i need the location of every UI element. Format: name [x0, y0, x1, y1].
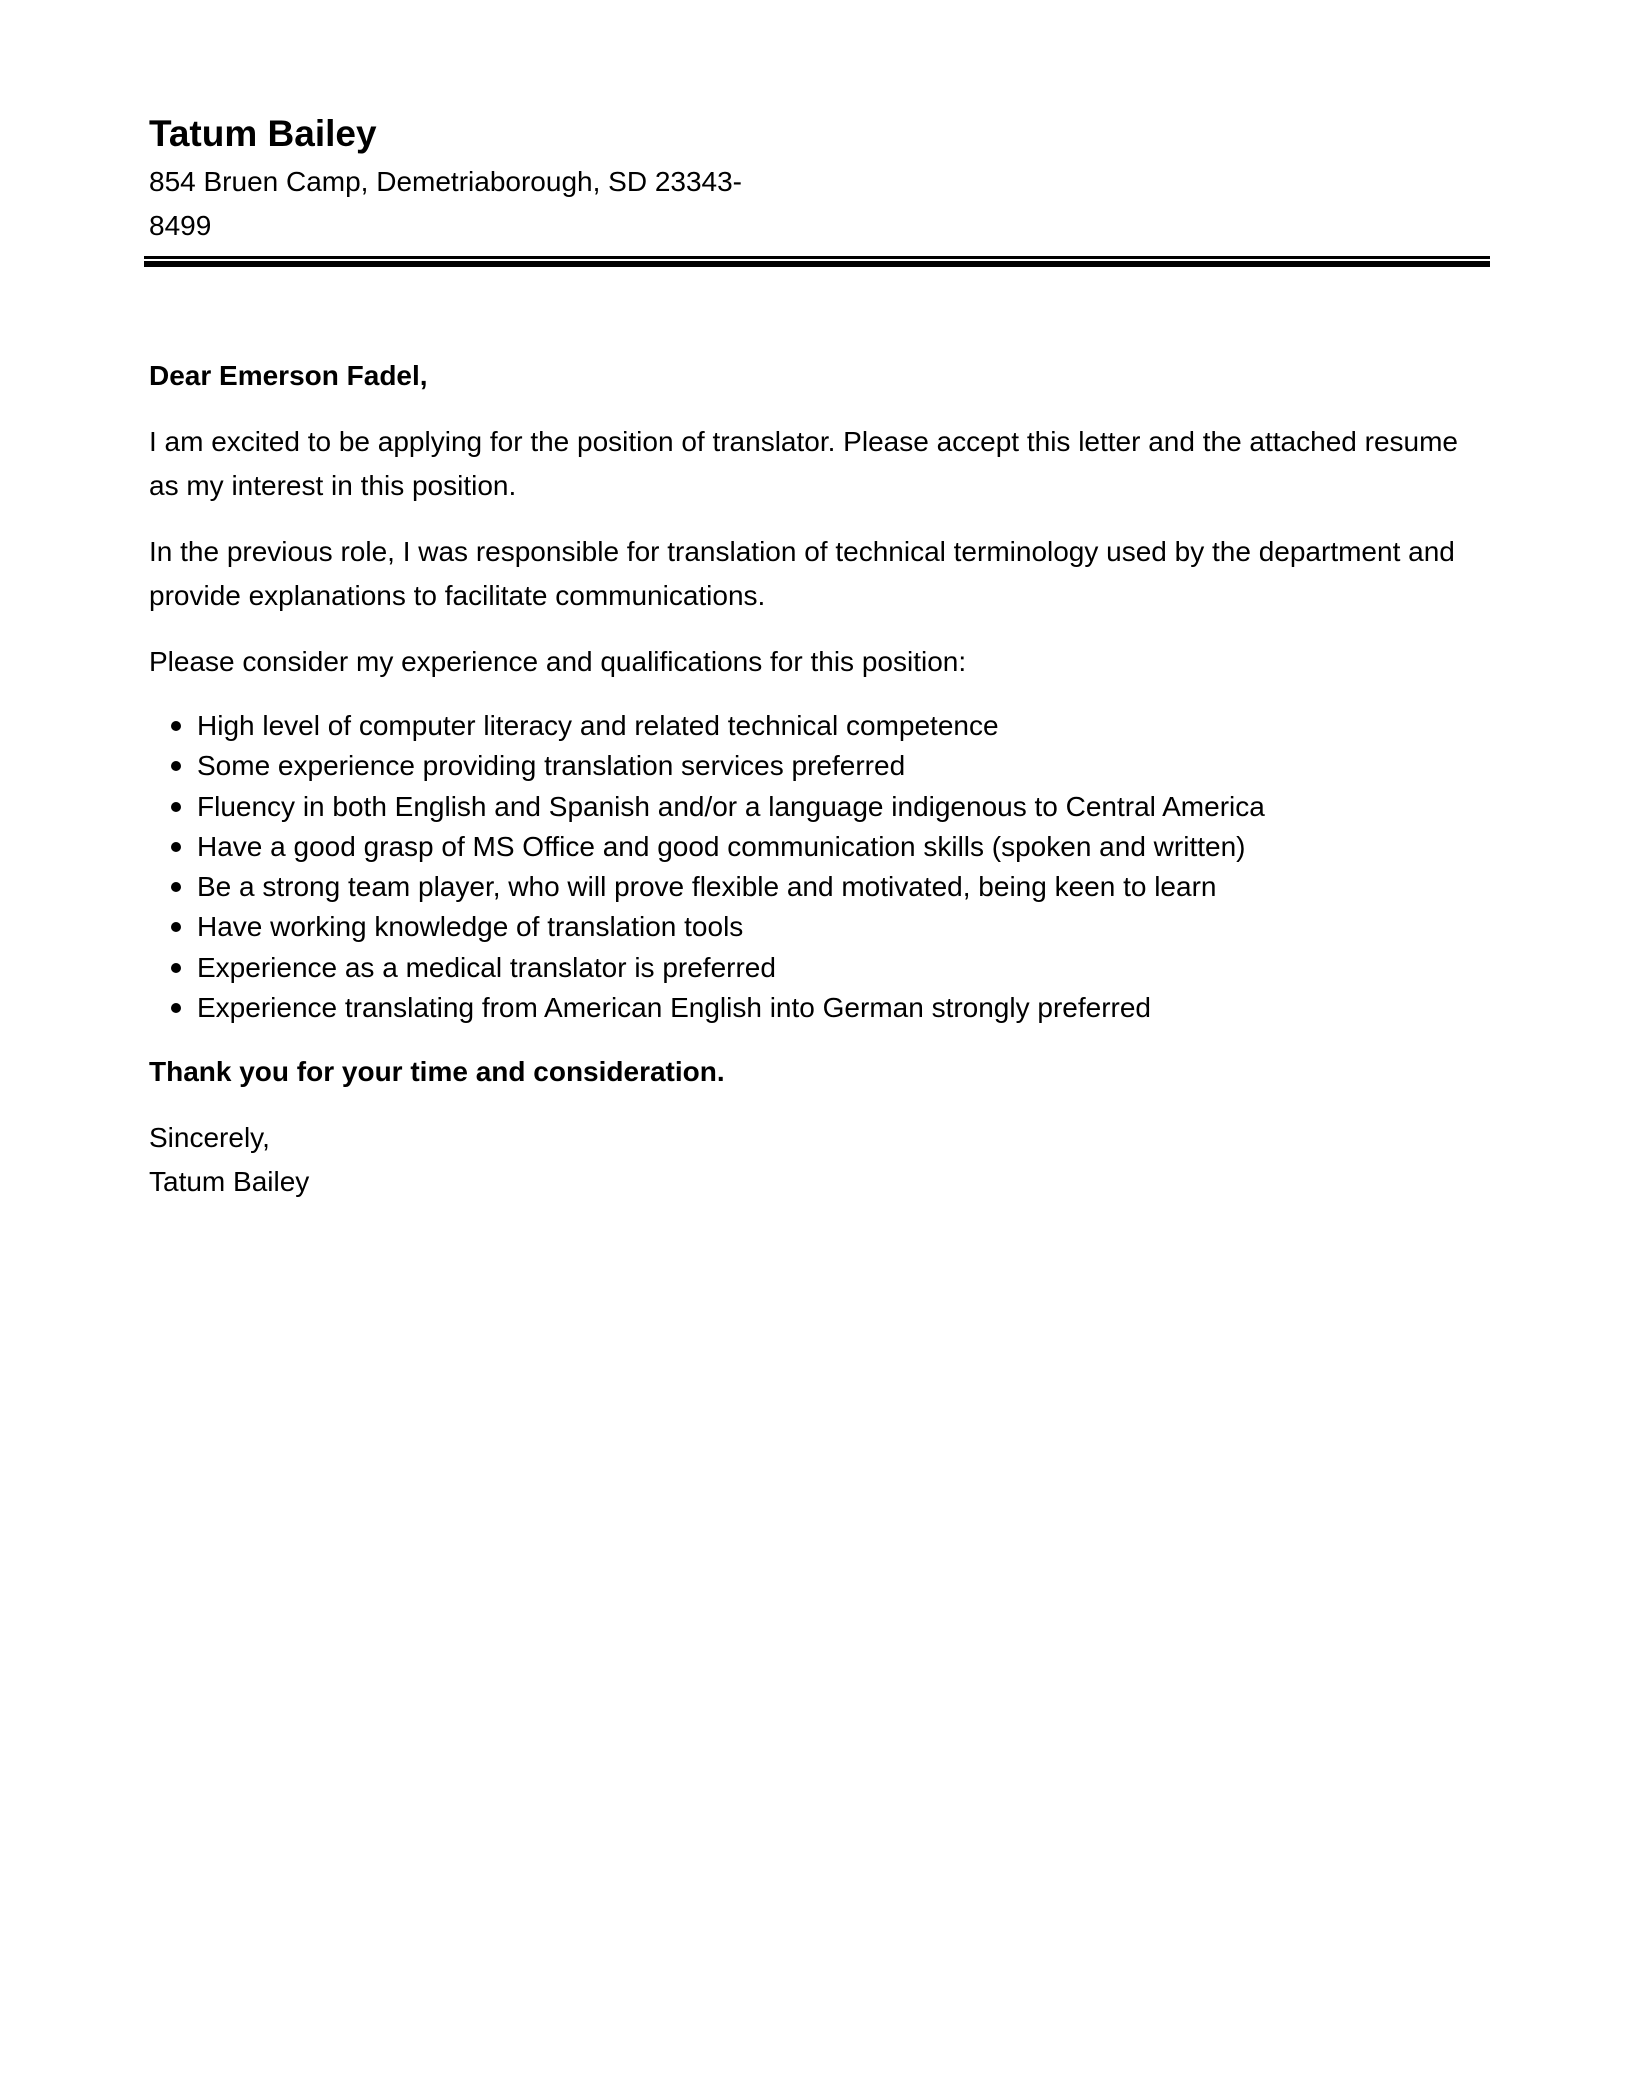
list-item-text: Experience translating from American English into German strongly preferred: [197, 992, 1151, 1024]
list-item-text: Fluency in both English and Spanish and/or a language indigenous to Central America: [197, 790, 1265, 822]
sign-off: Sincerely,: [149, 1122, 270, 1154]
list-item: [149, 948, 1494, 988]
list-item: [149, 706, 1494, 746]
greeting: Dear Emerson Fadel,: [149, 360, 428, 391]
bullet-icon: [171, 963, 181, 973]
list-item-text: Experience as a medical translator is preferred: [197, 951, 776, 983]
letter-body: [149, 354, 1494, 1204]
thanks-line: Thank you for your time and consideration.: [149, 1056, 725, 1088]
paragraph-qualifications-intro: Please consider my experience and qualifications for this position:: [149, 646, 967, 677]
list-item-text: High level of computer literacy and related technical competence: [197, 710, 999, 741]
list-item: [149, 827, 1494, 867]
list-item: [149, 907, 1494, 947]
list-item-text: Have a good grasp of MS Office and good communication skills (spoken and written): [197, 830, 1246, 862]
paragraph-previous-role: In the previous role, I was responsible for translation of technical terminology used by the department and provide explanations to facilitate communications.: [149, 536, 1455, 611]
closing-block: [149, 1116, 1494, 1204]
list-item-text: Be a strong team player, who will prove flexible and motivated, being keen to learn: [197, 871, 1217, 903]
bullet-icon: [171, 842, 181, 852]
paragraph-intro: I am excited to be applying for the position of translator. Please accept this letter and the attached resume as my interest in this position.: [149, 426, 1458, 501]
list-item-text: Have working knowledge of translation tools: [197, 911, 744, 943]
sender-address: 854 Bruen Camp, Demetriaborough, SD 23343-8499: [149, 166, 743, 241]
bullet-icon: [171, 1003, 181, 1013]
bullet-icon: [171, 761, 181, 771]
bullet-icon: [171, 802, 181, 812]
header-divider: [144, 256, 1490, 267]
signature-name: Tatum Bailey: [149, 1166, 310, 1198]
list-item: [149, 787, 1494, 827]
list-item: [149, 867, 1494, 907]
bullet-icon: [171, 882, 181, 892]
bullet-icon: [171, 721, 181, 731]
qualifications-list: [149, 706, 1494, 1028]
header-divider-thick-line: [144, 261, 1490, 267]
sender-name: Tatum Bailey: [149, 113, 377, 154]
bullet-icon: [171, 922, 181, 932]
list-item: [149, 746, 1494, 786]
letter-header: [149, 108, 1494, 248]
list-item-text: Some experience providing translation services preferred: [197, 750, 906, 782]
list-item: [149, 988, 1494, 1028]
